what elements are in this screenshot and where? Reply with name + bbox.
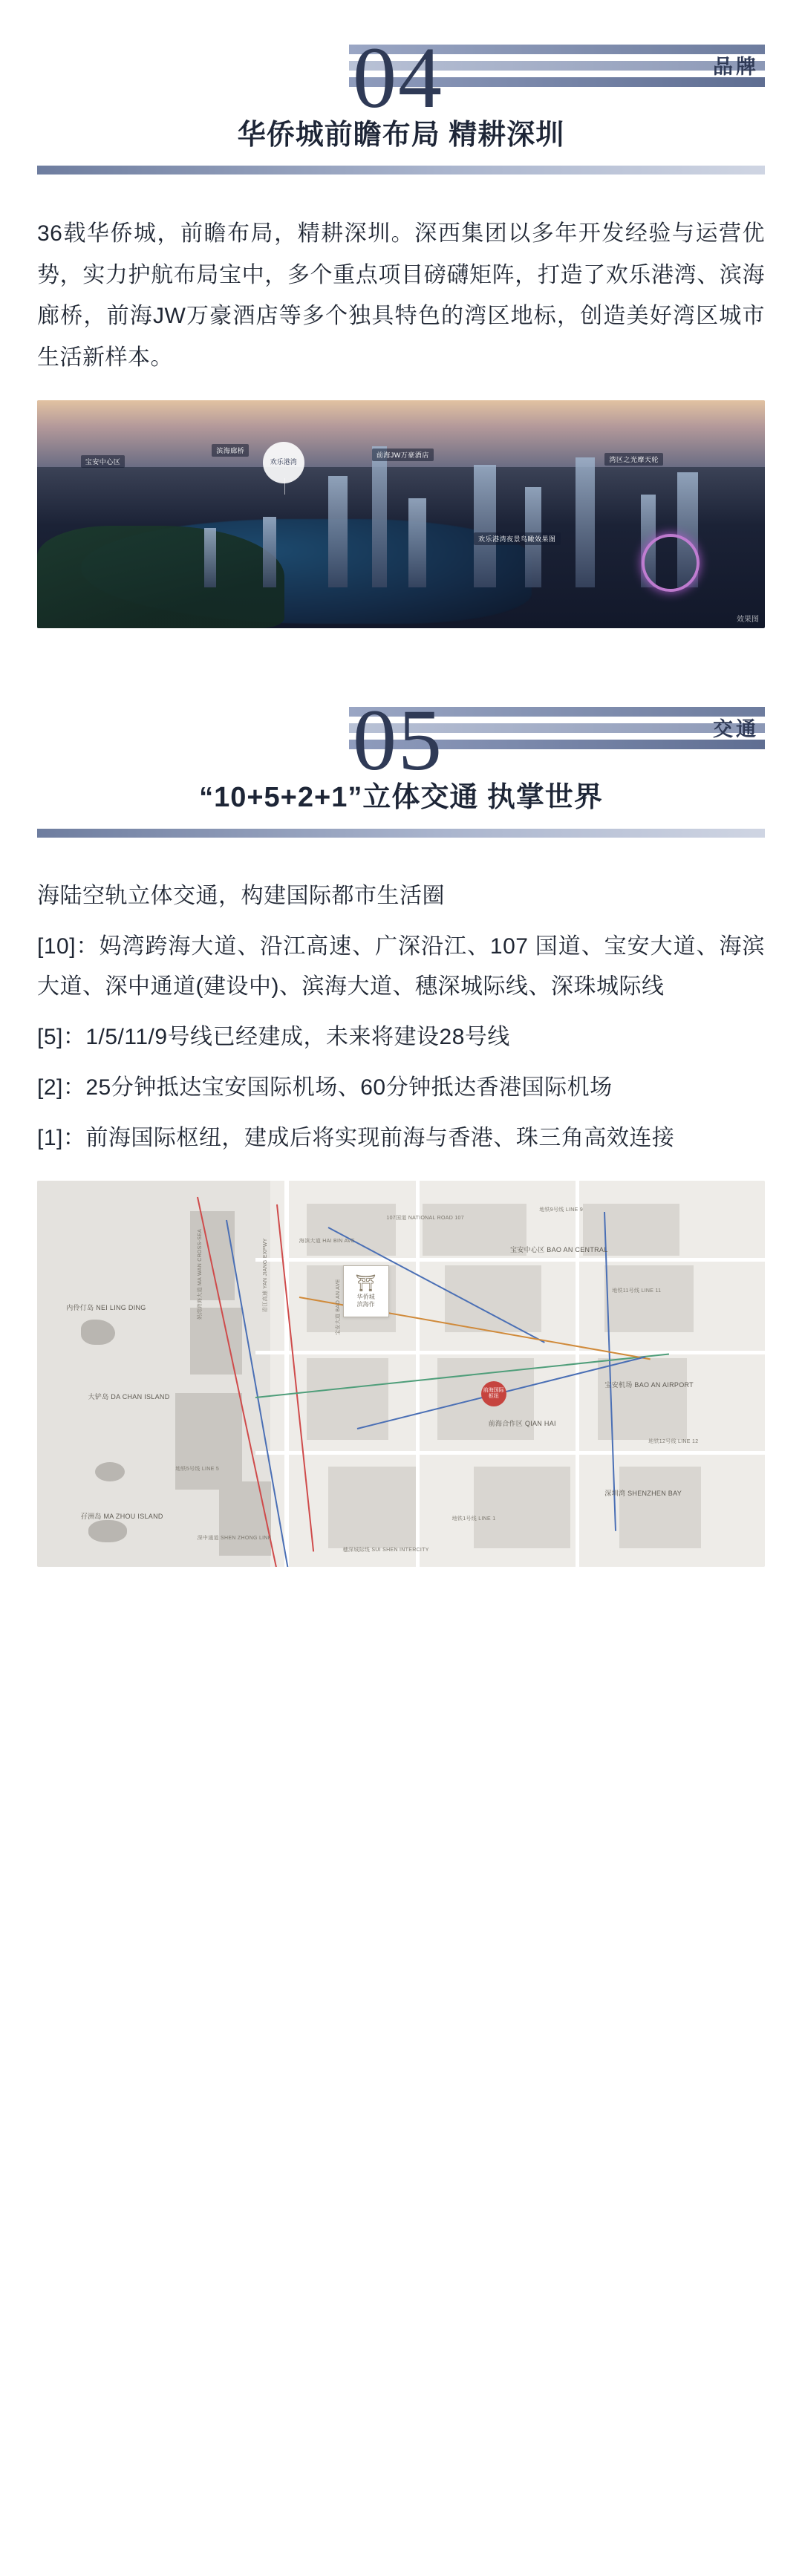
- section-05: [0, 662, 802, 1566]
- map-label-mawan-road: 妈湾跨海大道 MA WAN CROSS-SEA: [197, 1228, 203, 1320]
- transport-roads: [10]：妈湾跨海大道、沿江高速、广深沿江、107 国道、宝安大道、海滨大道、深中通道(建设中)、滨海大道、穗深城际线、深珠城际线: [37, 933, 765, 999]
- callout-pin-1: [284, 478, 285, 495]
- section-05-body: [37, 876, 765, 1158]
- section-04-number-row: [37, 25, 765, 126]
- green-park: [37, 526, 284, 628]
- map-label-suishen-intercity: 穗深城际线 SUI SHEN INTERCITY: [342, 1547, 429, 1553]
- map-label-line12: 地铁12号线 LINE 12: [648, 1439, 699, 1445]
- tower-1: [328, 476, 348, 587]
- tower-4: [474, 465, 496, 587]
- map-label-airport: 宝安机场 BAO AN AIRPORT: [604, 1381, 694, 1389]
- map-label-mazhou: 孖洲岛 MA ZHOU ISLAND: [80, 1512, 163, 1520]
- tower-9: [263, 517, 276, 587]
- project-badge-line1: 华侨城: [356, 1294, 375, 1301]
- block-coast-4: [219, 1481, 271, 1556]
- tower-3: [408, 498, 426, 587]
- road-horizontal-3: [255, 1451, 765, 1455]
- map-label-baoan-center: 宝安中心区 BAO AN CENTRAL: [510, 1246, 608, 1254]
- cityscape-render: [37, 400, 765, 628]
- section-04-category: 品牌: [713, 56, 759, 78]
- transport-map: [37, 1181, 765, 1567]
- transport-airports: [2]：25分钟抵达宝安国际机场、60分钟抵达香港国际机场: [37, 1075, 613, 1100]
- map-label-line5: 地铁5号线 LINE 5: [175, 1466, 220, 1472]
- map-label-qianhai: 前海合作区 QIAN HAI: [488, 1420, 556, 1428]
- section-05-title-wrap: [37, 780, 765, 850]
- block-city-1: [307, 1204, 396, 1256]
- map-label-line9: 地铁9号线 LINE 9: [539, 1207, 584, 1213]
- block-city-11: [474, 1467, 570, 1548]
- transport-intro: 海陆空轨立体交通，构建国际都市生活圈: [37, 883, 445, 908]
- tower-10: [204, 528, 216, 587]
- section-05-header: [37, 662, 765, 850]
- photo-callout-circle: 欢乐港湾: [263, 442, 304, 483]
- photo-label-4: 湾区之光摩天轮: [604, 453, 663, 466]
- section-05-category: 交通: [713, 718, 759, 741]
- hub-marker: 前海国际枢纽: [481, 1381, 506, 1406]
- map-label-line1: 地铁1号线 LINE 1: [451, 1516, 496, 1522]
- tower-6: [576, 457, 595, 587]
- road-horizontal-1: [255, 1258, 765, 1262]
- block-city-12: [619, 1467, 701, 1548]
- photo-label-5: 欢乐港湾夜景鸟瞰效果图: [474, 532, 561, 545]
- road-vertical-1: [284, 1181, 289, 1567]
- photo-label-3: 前海JW万豪酒店: [372, 449, 434, 461]
- section-05-number: 05: [353, 691, 443, 789]
- map-label-shenzhen-bay: 深圳湾 SHENZHEN BAY: [604, 1489, 682, 1497]
- section-04-underbar: [37, 166, 765, 175]
- block-city-6: [604, 1265, 694, 1332]
- section-04-paragraph: 36载华侨城，前瞻布局，精耕深圳。深西集团以多年开发经验与运营优势，实力护航布局宝中，多个重点项目磅礴矩阵，打造了欢乐港湾、滨海廊桥，前海JW万豪酒店等多个独具特色的湾区地标，创造美好湾区城市生活新样本。: [37, 221, 765, 370]
- map-label-shenzhong-link: 深中通道 SHEN ZHONG LINK: [197, 1536, 272, 1542]
- bottom-spacer: [0, 1567, 802, 1588]
- island-dachan: [81, 1320, 115, 1345]
- map-label-road107: 107国道 NATIONAL ROAD 107: [386, 1215, 464, 1221]
- section-04-title: 华侨城前瞻布局 精耕深圳: [237, 120, 565, 151]
- section-spacer: [0, 628, 802, 662]
- block-city-7: [307, 1358, 388, 1440]
- section-05-title: “10+5+2+1”立体交通 执掌世界: [199, 782, 603, 814]
- road-horizontal-2: [255, 1351, 765, 1354]
- photo-credit: 效果图: [737, 616, 759, 625]
- block-coast-3: [175, 1393, 242, 1490]
- section-04-title-wrap: [37, 117, 765, 188]
- cityscape-photo: [37, 400, 765, 628]
- transport-metro: [5]：1/5/11/9号线已经建成，未来将建设28号线: [37, 1024, 510, 1049]
- project-logo-icon: ⛩: [355, 1274, 376, 1293]
- map-label-yanjiang-expwy: 沿江高速 YAN JIANG EXPWY: [262, 1237, 268, 1312]
- map-label-neilingding: 内伶仃岛 NEI LING DING: [66, 1304, 146, 1312]
- block-city-10: [328, 1467, 417, 1548]
- ferris-wheel-icon: [642, 534, 700, 592]
- map-label-line11: 地铁11号线 LINE 11: [612, 1288, 662, 1294]
- transport-hub: [1]：前海国际枢纽，建成后将实现前海与香港、珠三角高效连接: [37, 1125, 675, 1150]
- section-04-header: [37, 0, 765, 188]
- project-badge-line2: 滨海作: [356, 1300, 375, 1308]
- map-label-baoan-ave: 宝安大道 BAO AN AVE: [335, 1279, 341, 1335]
- block-city-5: [445, 1265, 541, 1332]
- tower-2: [372, 446, 387, 587]
- map-label-haibin-ave: 海滨大道 HAI BIN AVE: [299, 1238, 355, 1244]
- photo-label-2: 滨海廊桥: [212, 444, 249, 457]
- section-04: [0, 0, 802, 628]
- island-mazhou: [88, 1520, 127, 1542]
- photo-label-1: 宝安中心区: [81, 455, 125, 468]
- section-04-number: 04: [353, 29, 443, 126]
- project-badge: [343, 1265, 389, 1317]
- map-label-dachan: 大铲岛 DA CHAN ISLAND: [88, 1392, 170, 1401]
- section-05-underbar: [37, 829, 765, 838]
- map-canvas: [37, 1181, 765, 1567]
- road-vertical-2: [416, 1181, 420, 1567]
- section-05-number-row: [37, 688, 765, 789]
